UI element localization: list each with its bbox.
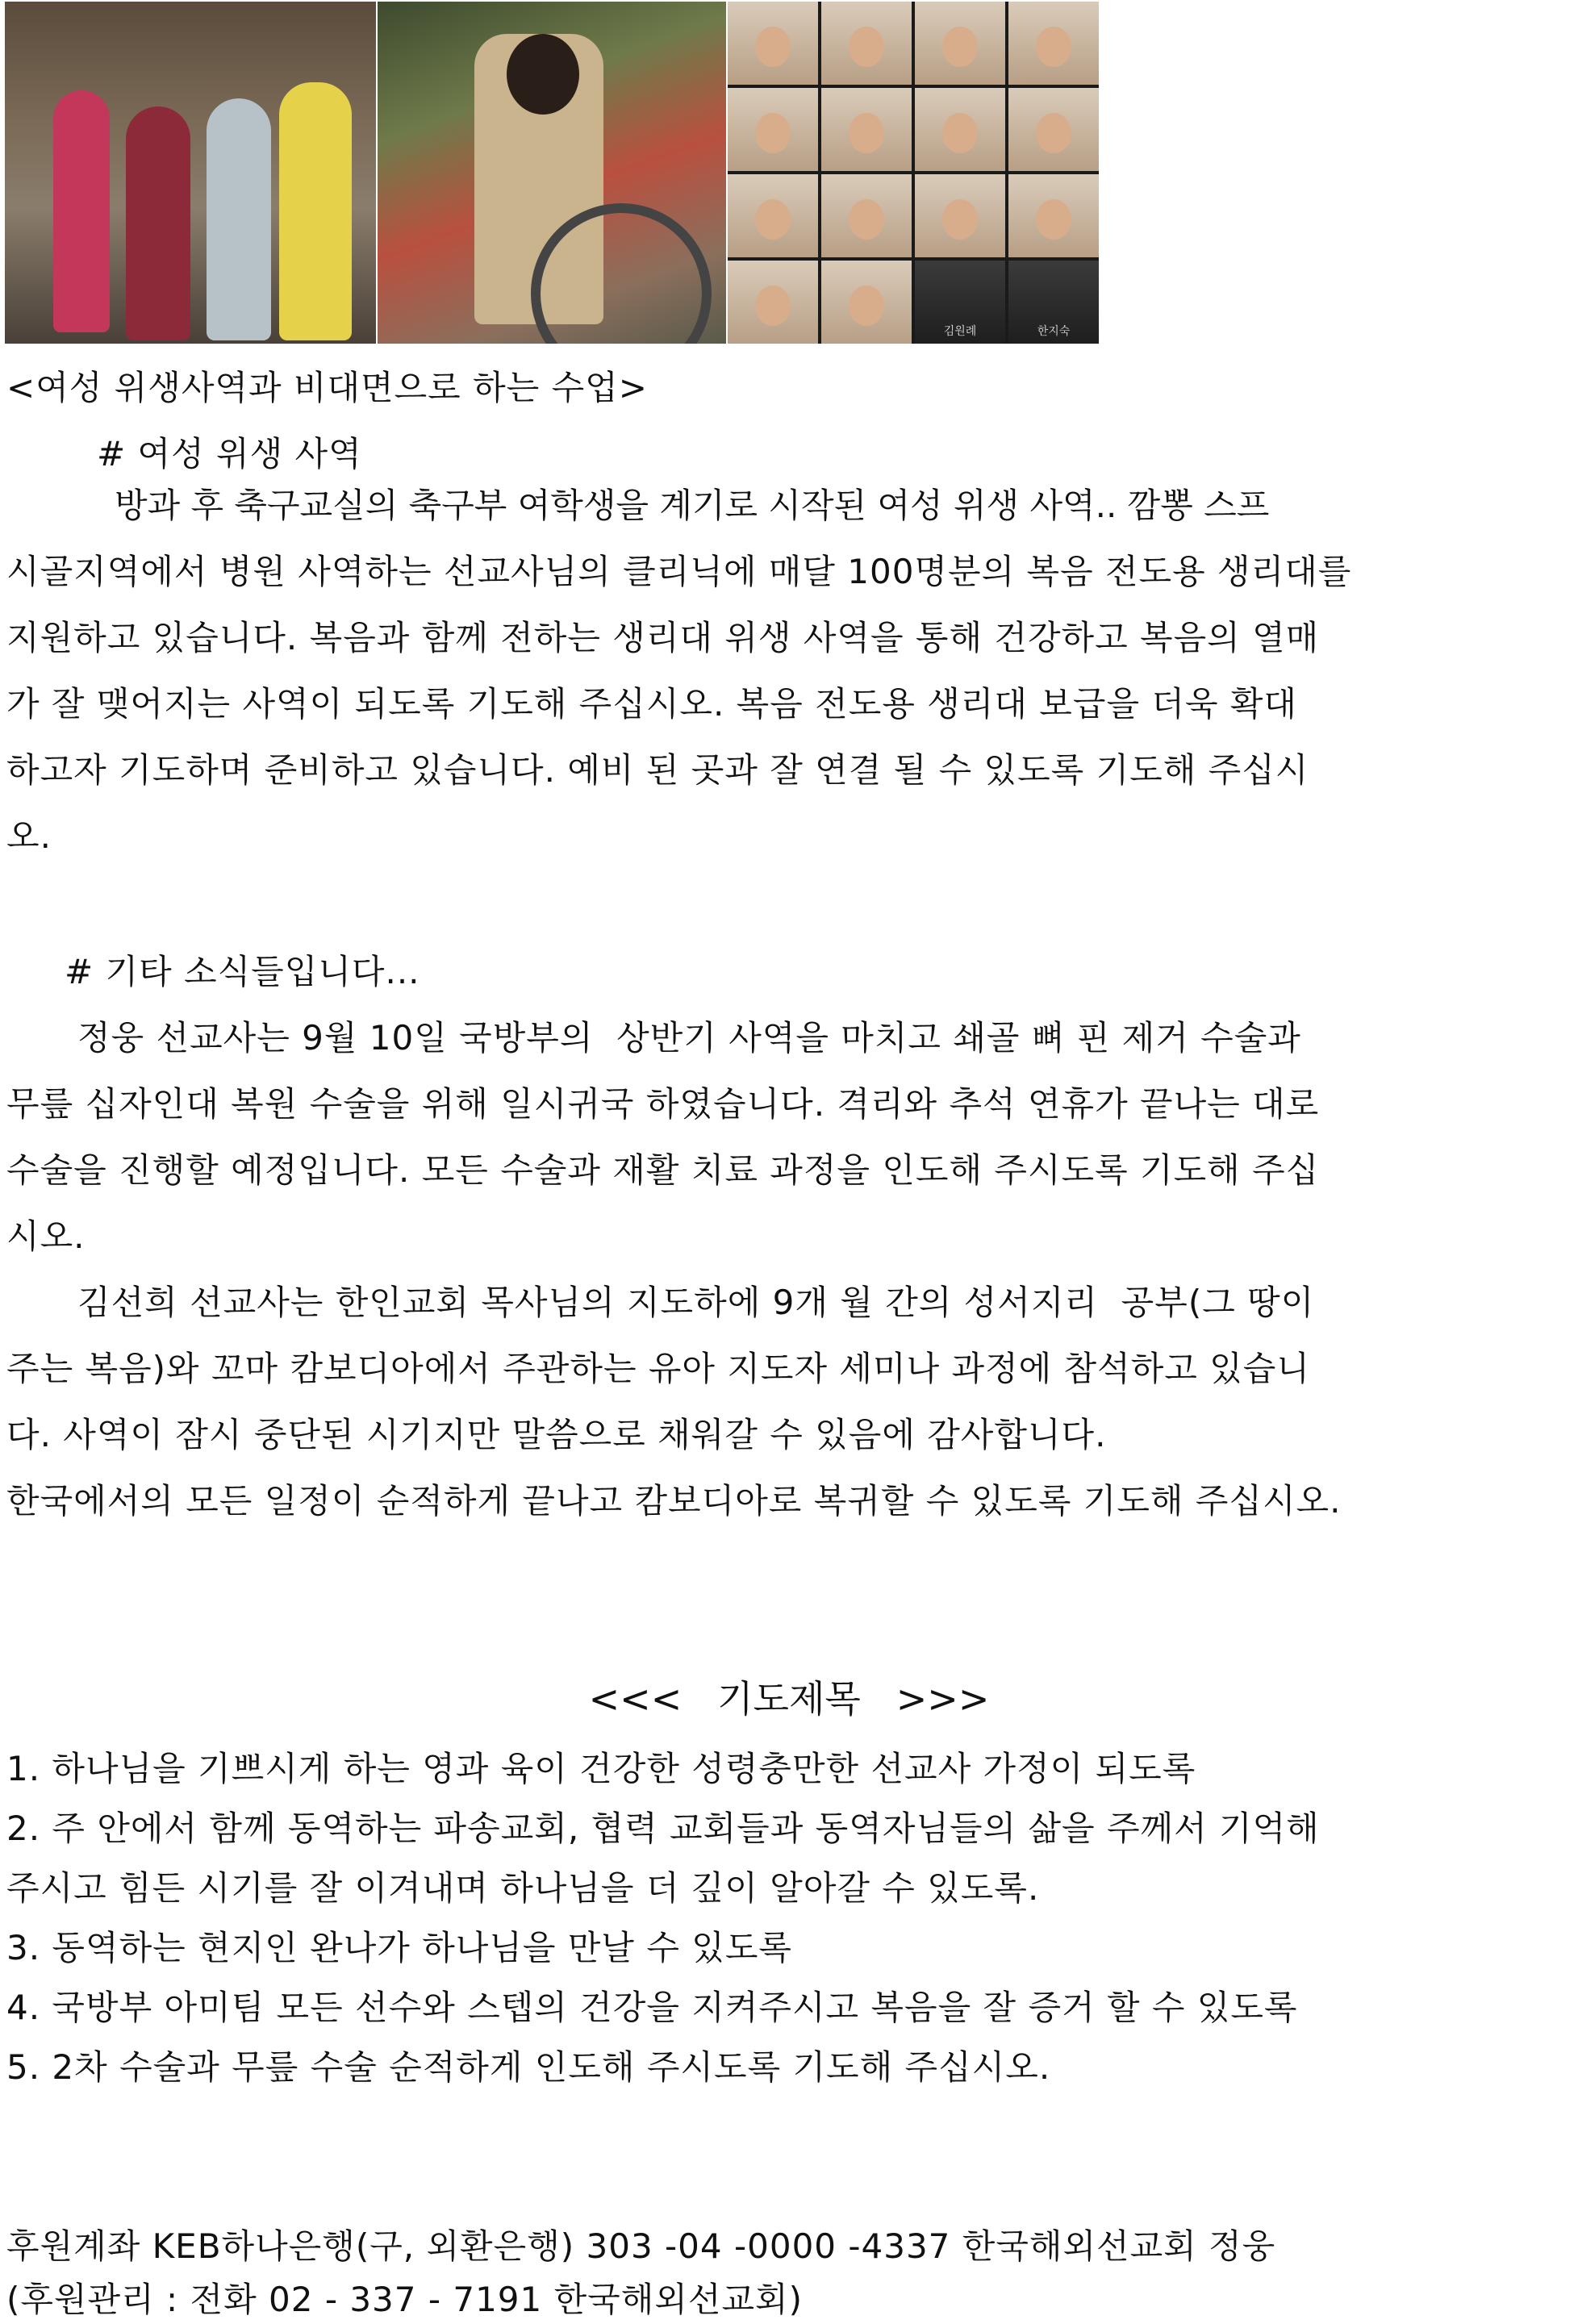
- section1-line: 오.: [6, 816, 52, 856]
- video-tile: [728, 88, 818, 171]
- video-call-grid: [728, 2, 1099, 344]
- section2-line: 주는 복음)와 꼬마 캄보디아에서 주관하는 유아 지도자 세미나 과정에 참석하고 있습니: [6, 1349, 1310, 1388]
- prayer-item: 주시고 힘든 시기를 잘 이겨내며 하나님을 더 깊이 알아갈 수 있도록.: [6, 1868, 1040, 1908]
- video-tile: [728, 174, 818, 257]
- video-tile: [1008, 174, 1099, 257]
- donation-account: 후원계좌 KEB하나은행(구, 외환은행) 303 -04 -0000 -4337 한국해외선교회 정웅: [6, 2226, 1276, 2266]
- participant-name: 김원례: [943, 325, 977, 338]
- donation-contact: (후원관리 : 전화 02 - 337 - 7191 한국해외선교회): [6, 2280, 803, 2319]
- photo-women-with-kits: [5, 2, 376, 344]
- video-tile: [821, 2, 912, 85]
- video-tile: [915, 2, 1005, 85]
- section2-line: 정웅 선교사는 9월 10일 국방부의 상반기 사역을 마치고 쇄골 뼈 핀 제거 수술과: [77, 1018, 1301, 1058]
- section2-line: 시오.: [6, 1216, 86, 1256]
- section1-line: 방과 후 축구교실의 축구부 여학생을 계기로 시작된 여성 위생 사역.. 깜뽕 스프: [115, 486, 1270, 525]
- section2-line: 김선희 선교사는 한인교회 목사님의 지도하에 9개 월 간의 성서지리 공부(그 땅이: [77, 1283, 1315, 1322]
- prayer-item: 1. 하나님을 기쁘시게 하는 영과 육이 건강한 성령충만한 선교사 가정이 되도록: [6, 1749, 1196, 1788]
- section1-line: 시골지역에서 병원 사역하는 선교사님의 클리닉에 매달 100명분의 복음 전도용 생리대를: [6, 552, 1352, 591]
- photo-strip: [5, 2, 1099, 344]
- girl-head: [507, 34, 579, 115]
- video-tile: [915, 88, 1005, 171]
- section2-line: 한국에서의 모든 일정이 순적하게 끝나고 캄보디아로 복귀할 수 있도록 기도해 주십시오.: [6, 1481, 1342, 1521]
- prayer-title: <<< 기도제목 >>>: [588, 1677, 990, 1721]
- video-tile-name-only: [1008, 261, 1099, 344]
- video-tile: [728, 261, 818, 344]
- video-tile: [1008, 88, 1099, 171]
- section2-heading: # 기타 소식들입니다...: [65, 952, 420, 991]
- prayer-item: 5. 2차 수술과 무릎 수술 순적하게 인도해 주시도록 기도해 주십시오.: [6, 2047, 1051, 2087]
- photo-caption: <여성 위생사역과 비대면으로 하는 수업>: [6, 368, 648, 407]
- video-tile: [915, 174, 1005, 257]
- video-tile: [1008, 2, 1099, 85]
- photo-girl-in-wheelchair: [378, 2, 726, 344]
- participant-name: 한지숙: [1037, 325, 1071, 338]
- video-tile: [821, 174, 912, 257]
- video-tile: [821, 88, 912, 171]
- section1-line: 지원하고 있습니다. 복음과 함께 전하는 생리대 위생 사역을 통해 건강하고 복음의 열매: [6, 618, 1320, 657]
- video-tile: [821, 261, 912, 344]
- section1-line: 가 잘 맺어지는 사역이 되도록 기도해 주십시오. 복음 전도용 생리대 보급을 더욱 확대: [6, 684, 1298, 724]
- section1-line: 하고자 기도하며 준비하고 있습니다. 예비 된 곳과 잘 연결 될 수 있도록 기도해 주십시: [6, 750, 1309, 790]
- photo-online-class: [728, 2, 1099, 344]
- section2-line: 무릎 십자인대 복원 수술을 위해 일시귀국 하였습니다. 격리와 추석 연휴가 끝나는 대로: [6, 1084, 1320, 1124]
- video-tile-name-only: [915, 261, 1005, 344]
- prayer-item: 4. 국방부 아미팀 모든 선수와 스텝의 건강을 지켜주시고 복음을 잘 증거 할 수 있도록: [6, 1988, 1298, 2027]
- section2-line: 다. 사역이 잠시 중단된 시기지만 말씀으로 채워갈 수 있음에 감사합니다.: [6, 1415, 1107, 1454]
- section2-line: 수술을 진행할 예정입니다. 모든 수술과 재활 치료 과정을 인도해 주시도록 기도해 주십: [6, 1150, 1320, 1190]
- prayer-item: 3. 동역하는 현지인 완나가 하나님을 만날 수 있도록: [6, 1928, 792, 1967]
- section1-heading: # 여성 위생 사역: [97, 434, 362, 474]
- video-tile: [728, 2, 818, 85]
- prayer-item: 2. 주 안에서 함께 동역하는 파송교회, 협력 교회들과 동역자님들의 삶을 주께서 기억해: [6, 1809, 1320, 1848]
